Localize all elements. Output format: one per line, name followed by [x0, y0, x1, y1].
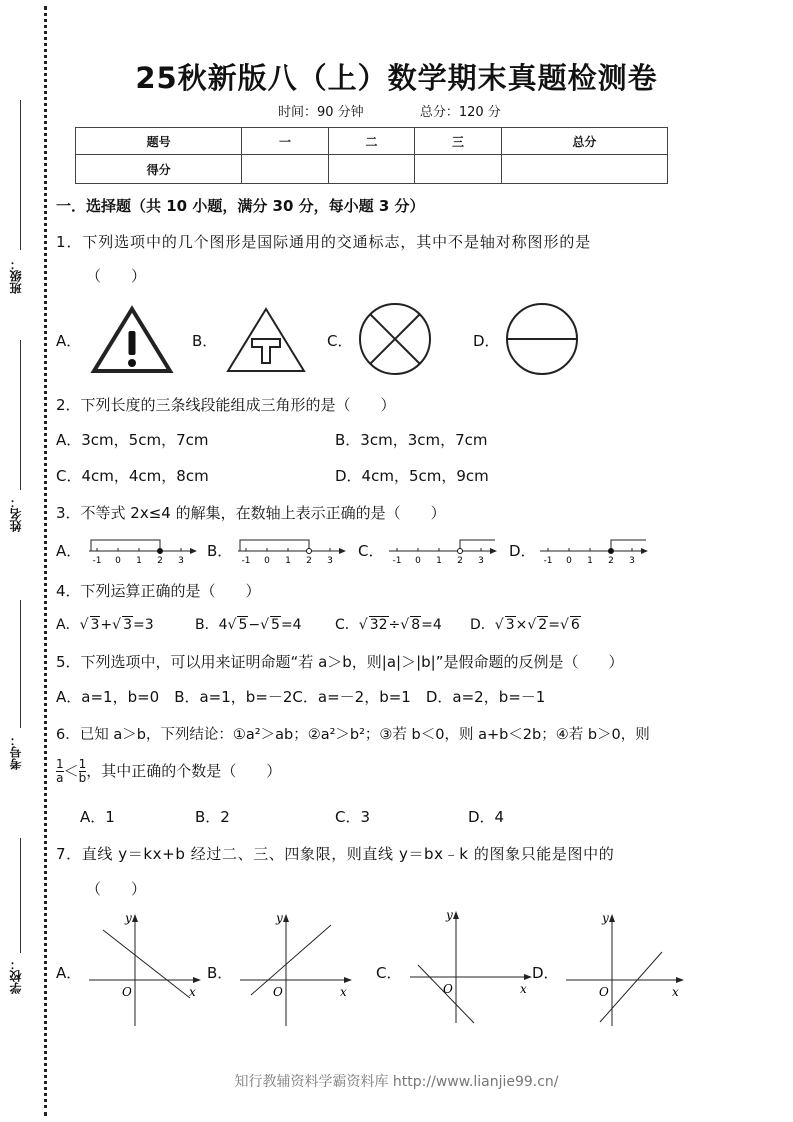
numerator: 1 [78, 757, 87, 771]
q4-a-label: A． [56, 617, 80, 633]
q5-text: 5．下列选项中，可以用来证明命题“若 a＞b，则|a|＞|b|”是假命题的反例是（ ） [56, 653, 624, 671]
tick-label: 1 [285, 556, 291, 566]
page-title: 25秋新版八（上）数学期末真题检测卷 [135, 61, 658, 95]
operator: × [515, 617, 528, 633]
score-cell[interactable] [242, 155, 328, 184]
x-axis-label: x [672, 985, 679, 999]
fraction-1-over-a [56, 758, 64, 785]
radicand: 3 [123, 617, 132, 633]
name-label: 姓名： [9, 496, 23, 532]
y-axis-label: y [446, 908, 453, 922]
q4-option-d: D．√ 3×√ 2=√ 6 [470, 617, 580, 633]
q3-option-a: A． [56, 542, 82, 560]
function-line [600, 952, 662, 1022]
tick-label: -1 [543, 556, 553, 566]
q7-paren: （ ） [86, 880, 147, 898]
tick-label: 3 [178, 556, 184, 566]
q6-tail: ，其中正确的个数是（ ） [86, 762, 282, 780]
x-axis-label: x [520, 982, 527, 996]
function-line [103, 930, 190, 998]
axis-arrow [641, 548, 648, 554]
operator: − [248, 617, 261, 633]
denominator: b [78, 771, 87, 785]
header-cell: 一 [242, 128, 328, 155]
q7-option-c: C． [376, 964, 402, 982]
class-line [20, 100, 21, 250]
q4-option-a: A．√ 3+√ 3=3 [56, 617, 154, 633]
coefficient: 4 [218, 617, 228, 633]
sign-t-junction [222, 305, 310, 375]
origin-label: O [122, 985, 132, 999]
radicand: 2 [538, 617, 548, 633]
number-line-c [387, 533, 499, 567]
exam-no-label: 考号： [9, 734, 23, 770]
q2-option-b: B．3cm，3cm，7cm [335, 431, 488, 449]
q4-b-label: B． [195, 617, 219, 633]
subtitle [278, 101, 553, 120]
x-axis-label: x [189, 985, 196, 999]
number-line-b [236, 533, 348, 567]
endpoint-dot [458, 549, 463, 554]
result: =3 [133, 617, 154, 633]
time-info: 时间：90 分钟 [278, 105, 364, 120]
q3-option-d: D． [509, 542, 536, 560]
y-axis-label: y [125, 911, 132, 925]
tick-label: 1 [587, 556, 593, 566]
q7-text: 7．直线 y＝kx+b 经过二、三、四象限，则直线 y＝bx﹣k 的图象只能是图中的 [56, 845, 615, 863]
footer-watermark: 知行教辅资料学霸资料库 http://www.lianjie99.cn/ [234, 1074, 559, 1090]
y-axis-arrow [453, 911, 459, 919]
radicand: 6 [570, 617, 580, 633]
axis-arrow [490, 548, 497, 554]
section-1-heading: 一．选择题（共 10 小题，满分 30 分，每小题 3 分） [56, 197, 425, 215]
origin-label: O [443, 982, 453, 996]
tick-label: -1 [392, 556, 402, 566]
q5-options: A．a=1，b=0 B．a=1，b=－2C．a=－2，b=1 D．a=2，b=－1 [56, 688, 546, 706]
origin-label: O [273, 985, 283, 999]
score-table [75, 127, 668, 184]
q1-text: 1．下列选项中的几个图形是国际通用的交通标志，其中不是轴对称图形的是 [56, 233, 592, 251]
tick-label: 0 [415, 556, 421, 566]
q3-option-c: C． [358, 542, 384, 560]
class-label: 班级： [9, 258, 23, 294]
numerator: 1 [56, 757, 64, 771]
school-line [20, 838, 21, 953]
q2-option-d: D．4cm，5cm，9cm [335, 467, 489, 485]
school-label: 学校： [9, 958, 23, 994]
tick-label: 3 [478, 556, 484, 566]
y-axis-label: y [602, 911, 609, 925]
binding-dotted-line [44, 6, 47, 1116]
radicand: 5 [271, 617, 280, 633]
tick-label: 3 [629, 556, 635, 566]
endpoint-dot [158, 549, 163, 554]
denominator: a [56, 771, 64, 785]
q3-text: 3．不等式 2x≤4 的解集，在数轴上表示正确的是（ ） [56, 504, 446, 522]
q6-text: 6．已知 a＞b，下列结论：①a²＞ab；②a²＞b²；③若 b＜0，则 a+b＜2b；④若 b＞0，则 [56, 727, 650, 743]
tick-label: 2 [457, 556, 463, 566]
score-cell[interactable] [328, 155, 414, 184]
q1-paren: （ ） [86, 267, 147, 285]
q1-option-c: C． [327, 332, 353, 350]
tick-label: 2 [306, 556, 312, 566]
radicand: 5 [238, 617, 248, 633]
axis-arrow [339, 548, 346, 554]
tick-label: 2 [608, 556, 614, 566]
radicand: 3 [90, 617, 100, 633]
endpoint-dot [609, 549, 614, 554]
solution-bracket [611, 540, 646, 551]
operator: ÷ [388, 617, 401, 633]
y-axis-arrow [283, 914, 289, 922]
score-cell[interactable] [415, 155, 501, 184]
q6-option-a: A．1 [80, 808, 115, 826]
score-cell[interactable] [501, 155, 667, 184]
tick-label: 0 [115, 556, 121, 566]
line-graph-c [406, 907, 536, 1025]
score-table-row [76, 155, 668, 184]
q1-option-a: A． [56, 332, 82, 350]
exam-no-line [20, 600, 21, 728]
solution-bracket [240, 540, 309, 551]
q7-option-a: A． [56, 964, 82, 982]
function-line [251, 925, 331, 995]
line-graph-a [85, 910, 205, 1028]
tick-label: -1 [241, 556, 251, 566]
result: =4 [421, 617, 442, 633]
q6-option-b: B．2 [195, 808, 230, 826]
q2-text: 2．下列长度的三条线段能组成三角形的是（ ） [56, 396, 396, 414]
tick-label: 0 [566, 556, 572, 566]
radicand: 8 [411, 617, 421, 633]
name-line [20, 340, 21, 490]
origin-label: O [599, 985, 609, 999]
score-info: 总分：120 分 [419, 105, 501, 120]
operator: = [548, 617, 560, 633]
tick-label: 3 [327, 556, 333, 566]
header-cell: 总分 [501, 128, 667, 155]
sign-exclamation [90, 305, 175, 375]
y-axis-label: y [276, 911, 283, 925]
number-line-d [538, 533, 650, 567]
line-graph-b [236, 910, 356, 1028]
tick-label: 1 [436, 556, 442, 566]
x-axis-arrow [344, 977, 352, 983]
sign-circle-x [355, 300, 435, 378]
radicand: 3 [505, 617, 515, 633]
header-cell: 题号 [76, 128, 242, 155]
axis-arrow [190, 548, 197, 554]
solution-bracket [460, 540, 495, 551]
q1-option-b: B． [192, 332, 218, 350]
q4-text: 4．下列运算正确的是（ ） [56, 582, 261, 600]
q4-d-label: D． [470, 617, 495, 633]
header-cell: 二 [328, 128, 414, 155]
tick-label: 2 [157, 556, 163, 566]
less-than: ＜ [63, 762, 79, 780]
q6-option-d: D．4 [468, 808, 505, 826]
solution-bracket [91, 540, 160, 551]
x-axis-arrow [676, 977, 684, 983]
x-axis-arrow [524, 974, 532, 980]
q4-option-c: C．√ 32÷√ 8=4 [335, 617, 442, 633]
q1-option-d: D． [473, 332, 500, 350]
q2-option-a: A．3cm，5cm，7cm [56, 431, 209, 449]
header-cell: 三 [415, 128, 501, 155]
operator: + [100, 617, 113, 633]
row-label: 得分 [76, 155, 242, 184]
x-axis-label: x [340, 985, 347, 999]
q2-option-c: C．4cm，4cm，8cm [56, 467, 209, 485]
tick-label: -1 [92, 556, 102, 566]
y-axis-arrow [609, 914, 615, 922]
q3-option-b: B． [207, 542, 233, 560]
q7-option-b: B． [207, 964, 233, 982]
q4-c-label: C． [335, 617, 359, 633]
tick-label: 0 [264, 556, 270, 566]
endpoint-dot [307, 549, 312, 554]
result: =4 [280, 617, 302, 633]
line-graph-d [562, 910, 688, 1028]
sign-circle-bar [502, 300, 582, 378]
q4-option-b: B．4√ 5−√ 5=4 [195, 617, 302, 633]
q6-option-c: C．3 [335, 808, 371, 826]
number-line-a [87, 533, 199, 567]
function-line [418, 965, 474, 1023]
score-table-header [76, 128, 668, 155]
q7-option-d: D． [532, 964, 559, 982]
tick-label: 1 [136, 556, 142, 566]
y-axis-arrow [132, 914, 138, 922]
x-axis-arrow [193, 977, 201, 983]
q6-continuation [56, 758, 281, 785]
radicand: 32 [369, 617, 388, 633]
